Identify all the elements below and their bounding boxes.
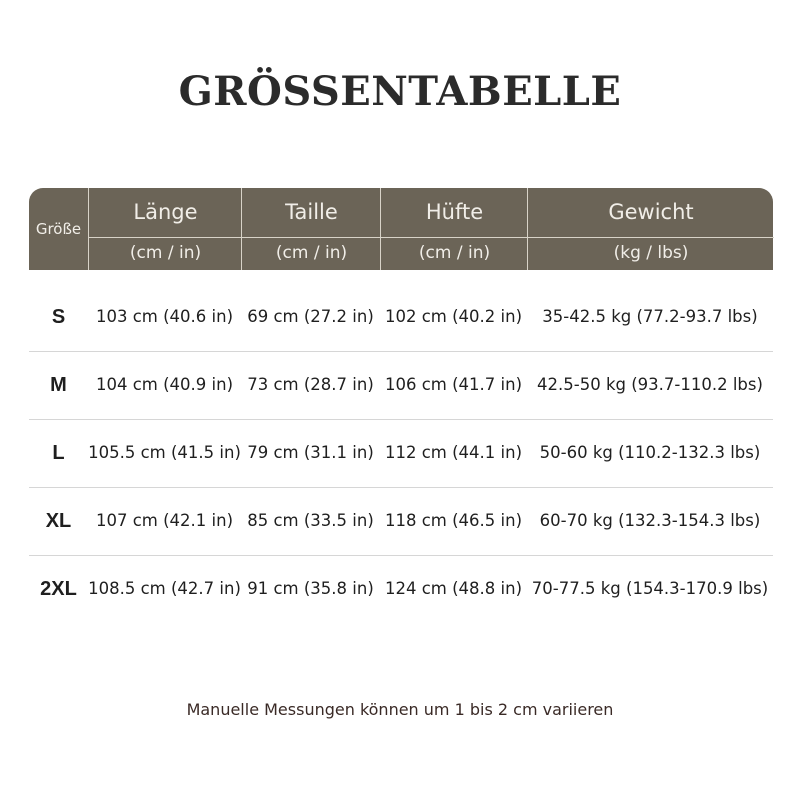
table-row bbox=[29, 283, 773, 352]
laenge-cell: 107 cm (42.1 in) bbox=[95, 511, 234, 530]
header-column-name: Länge bbox=[133, 200, 198, 224]
laenge-cell: 104 cm (40.9 in) bbox=[95, 375, 234, 394]
header-column-name: Taille bbox=[285, 200, 338, 224]
header-divider bbox=[89, 237, 242, 238]
size-cell: L bbox=[52, 442, 65, 464]
size-cell: S bbox=[51, 306, 66, 328]
table-row bbox=[29, 351, 773, 420]
header-size-column bbox=[29, 188, 88, 270]
header-column-huefte bbox=[380, 188, 528, 270]
footnote: Manuelle Messungen können um 1 bis 2 cm variieren bbox=[186, 700, 614, 719]
table-row bbox=[29, 555, 773, 623]
huefte-cell: 102 cm (40.2 in) bbox=[384, 307, 523, 326]
page-title: GRÖSSENTABELLE bbox=[178, 68, 622, 115]
header-divider bbox=[242, 237, 381, 238]
header-size-label: Größe bbox=[35, 220, 82, 238]
size-cell: XL bbox=[45, 510, 72, 532]
header-column-laenge bbox=[88, 188, 242, 270]
gewicht-cell: 42.5-50 kg (93.7-110.2 lbs) bbox=[537, 375, 763, 394]
header-divider bbox=[381, 237, 528, 238]
size-cell: 2XL bbox=[40, 578, 77, 600]
header-column-unit: (cm / in) bbox=[129, 243, 202, 263]
header-column-taille bbox=[241, 188, 381, 270]
laenge-cell: 108.5 cm (42.7 in) bbox=[88, 579, 241, 598]
taille-cell: 73 cm (28.7 in) bbox=[247, 375, 374, 394]
huefte-cell: 118 cm (46.5 in) bbox=[384, 511, 523, 530]
gewicht-cell: 50-60 kg (110.2-132.3 lbs) bbox=[539, 443, 761, 462]
taille-cell: 91 cm (35.8 in) bbox=[247, 579, 374, 598]
header-column-unit: (cm / in) bbox=[418, 243, 491, 263]
huefte-cell: 106 cm (41.7 in) bbox=[384, 375, 523, 394]
header-column-unit: (cm / in) bbox=[275, 243, 348, 263]
gewicht-cell: 60-70 kg (132.3-154.3 lbs) bbox=[539, 511, 761, 530]
huefte-cell: 112 cm (44.1 in) bbox=[384, 443, 523, 462]
header-divider bbox=[528, 237, 774, 238]
huefte-cell: 124 cm (48.8 in) bbox=[384, 579, 523, 598]
laenge-cell: 103 cm (40.6 in) bbox=[95, 307, 234, 326]
header-column-name: Hüfte bbox=[425, 200, 484, 224]
header-column-name: Gewicht bbox=[608, 200, 694, 224]
laenge-cell: 105.5 cm (41.5 in) bbox=[88, 443, 241, 462]
table-row bbox=[29, 487, 773, 556]
size-cell: M bbox=[50, 374, 67, 396]
gewicht-cell: 70-77.5 kg (154.3-170.9 lbs) bbox=[531, 579, 769, 598]
table-row bbox=[29, 419, 773, 488]
header-column-gewicht bbox=[527, 188, 774, 270]
taille-cell: 85 cm (33.5 in) bbox=[247, 511, 374, 530]
taille-cell: 69 cm (27.2 in) bbox=[247, 307, 374, 326]
gewicht-cell: 35-42.5 kg (77.2-93.7 lbs) bbox=[542, 307, 758, 326]
taille-cell: 79 cm (31.1 in) bbox=[247, 443, 374, 462]
table-header bbox=[29, 188, 773, 270]
header-column-unit: (kg / lbs) bbox=[613, 243, 689, 263]
